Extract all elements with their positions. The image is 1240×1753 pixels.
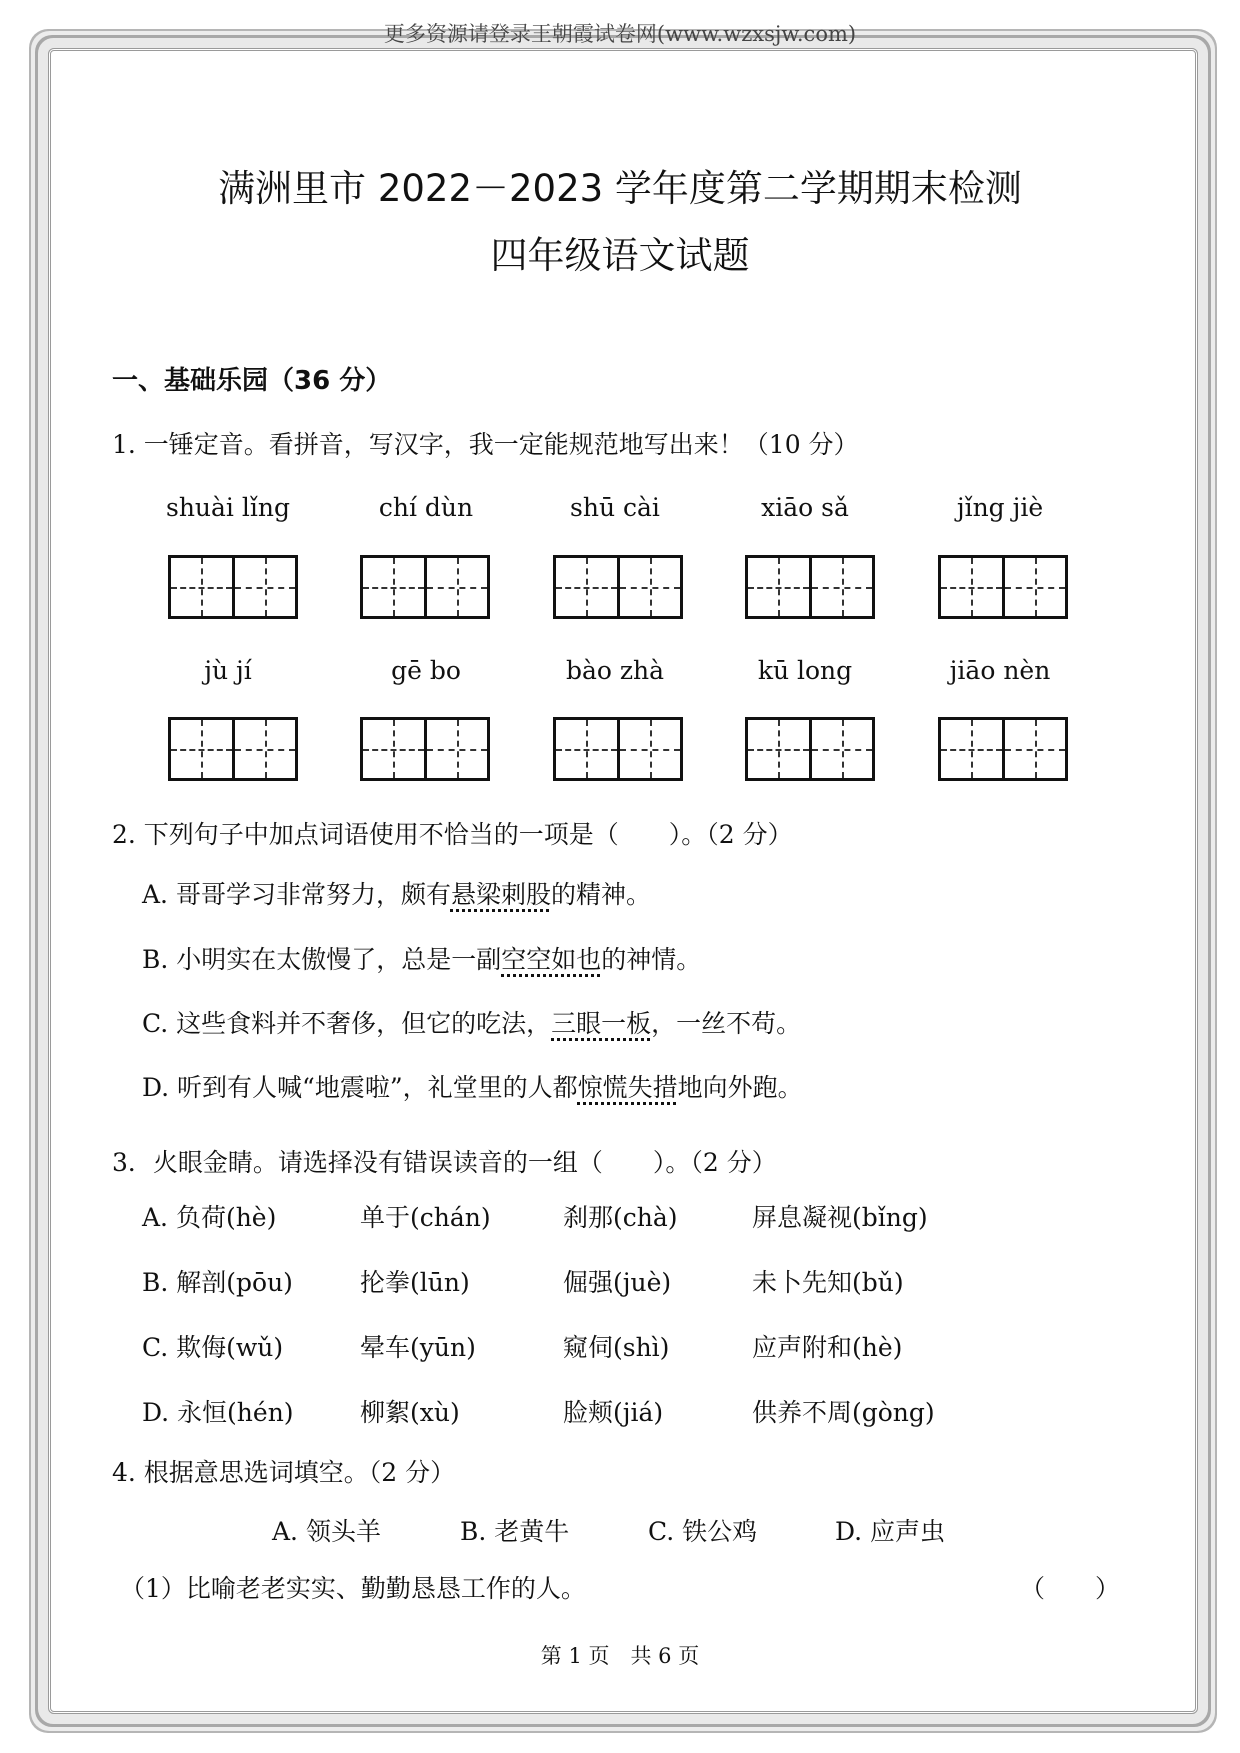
pinyin-label: shū cài bbox=[570, 493, 660, 522]
word-choice: A. 领头羊 bbox=[272, 1517, 381, 1546]
pinyin-label: jiāo nèn bbox=[949, 656, 1051, 685]
question-2: 2. 下列句子中加点词语使用不恰当的一项是（ ）。（2 分） bbox=[112, 820, 793, 849]
answer-blank[interactable]: （ ） bbox=[1020, 1574, 1121, 1603]
pinyin-label: gē bo bbox=[391, 656, 461, 685]
pinyin-label: xiāo sǎ bbox=[761, 493, 849, 522]
character-writing-grid[interactable] bbox=[938, 717, 1068, 781]
word-choice: C. 铁公鸡 bbox=[648, 1517, 758, 1546]
pronunciation-item: 柳絮(xù) bbox=[360, 1398, 460, 1427]
pronunciation-item: 屏息凝视(bǐng) bbox=[752, 1203, 928, 1232]
pronunciation-item: C. 欺侮(wǔ) bbox=[142, 1333, 284, 1362]
watermark-text: 更多资源请登录王朝霞试卷网(www.wzxsjw.com) bbox=[383, 22, 857, 46]
pinyin-label: jù jí bbox=[204, 656, 252, 685]
question-3: 3．火眼金睛。请选择没有错误读音的一组（ ）。（2 分） bbox=[112, 1148, 777, 1177]
page-footer: 第 1 页 共 6 页 bbox=[540, 1644, 700, 1668]
option-c[interactable]: C. 这些食料并不奢侈，但它的吃法，三眼一板，一丝不苟。 bbox=[142, 1009, 802, 1038]
emphasized-phrase: 惊慌失措 bbox=[577, 1073, 678, 1102]
pronunciation-item: 单于(chán) bbox=[360, 1203, 491, 1232]
pronunciation-item: 倔强(juè) bbox=[563, 1268, 672, 1297]
character-writing-grid[interactable] bbox=[168, 717, 298, 781]
exam-title: 满洲里市 2022－2023 学年度第二学期期末检测 bbox=[218, 167, 1022, 210]
character-writing-grid[interactable] bbox=[745, 555, 875, 619]
pronunciation-item: 抡拳(lūn) bbox=[360, 1268, 470, 1297]
pinyin-label: kū long bbox=[757, 656, 853, 685]
fill-item-1: （1）比喻老老实实、勤勤恳恳工作的人。 bbox=[120, 1574, 586, 1603]
question-1: 1. 一锤定音。看拼音，写汉字，我一定能规范地写出来！（10 分） bbox=[112, 430, 859, 459]
emphasized-phrase: 悬梁刺股 bbox=[450, 880, 551, 909]
word-choice: D. 应声虫 bbox=[835, 1517, 946, 1546]
character-writing-grid[interactable] bbox=[553, 717, 683, 781]
pronunciation-item: A. 负荷(hè) bbox=[142, 1203, 277, 1232]
pronunciation-item: 脸颊(jiá) bbox=[563, 1398, 664, 1427]
pronunciation-item: 窥伺(shì) bbox=[563, 1333, 670, 1362]
pronunciation-item: 应声附和(hè) bbox=[752, 1333, 903, 1362]
emphasized-phrase: 三眼一板 bbox=[551, 1009, 652, 1038]
exam-subtitle: 四年级语文试题 bbox=[490, 234, 750, 277]
pronunciation-item: 供养不周(gòng) bbox=[752, 1398, 935, 1427]
character-writing-grid[interactable] bbox=[553, 555, 683, 619]
pinyin-label: bào zhà bbox=[565, 656, 665, 685]
character-writing-grid[interactable] bbox=[360, 555, 490, 619]
pinyin-label: chí dùn bbox=[378, 493, 474, 522]
option-d[interactable]: D. 听到有人喊“地震啦”，礼堂里的人都惊慌失措地向外跑。 bbox=[142, 1073, 803, 1102]
pinyin-label: shuài lǐng bbox=[166, 493, 290, 522]
pronunciation-item: B. 解剖(pōu) bbox=[142, 1268, 293, 1297]
character-writing-grid[interactable] bbox=[360, 717, 490, 781]
pronunciation-item: 晕车(yūn) bbox=[360, 1333, 476, 1362]
question-4: 4. 根据意思选词填空。（2 分） bbox=[112, 1458, 456, 1487]
pronunciation-item: 刹那(chà) bbox=[563, 1203, 678, 1232]
character-writing-grid[interactable] bbox=[168, 555, 298, 619]
pronunciation-item: D. 永恒(hén) bbox=[142, 1398, 294, 1427]
emphasized-phrase: 空空如也 bbox=[501, 945, 602, 974]
character-writing-grid[interactable] bbox=[938, 555, 1068, 619]
option-a[interactable]: A. 哥哥学习非常努力，颇有悬梁刺股的精神。 bbox=[142, 880, 651, 909]
word-choice: B. 老黄牛 bbox=[460, 1517, 570, 1546]
character-writing-grid[interactable] bbox=[745, 717, 875, 781]
pronunciation-item: 未卜先知(bǔ) bbox=[752, 1268, 904, 1297]
section-heading: 一、基础乐园（36 分） bbox=[112, 366, 392, 396]
option-b[interactable]: B. 小明实在太傲慢了，总是一副空空如也的神情。 bbox=[142, 945, 702, 974]
pinyin-label: jǐng jiè bbox=[956, 493, 1044, 522]
